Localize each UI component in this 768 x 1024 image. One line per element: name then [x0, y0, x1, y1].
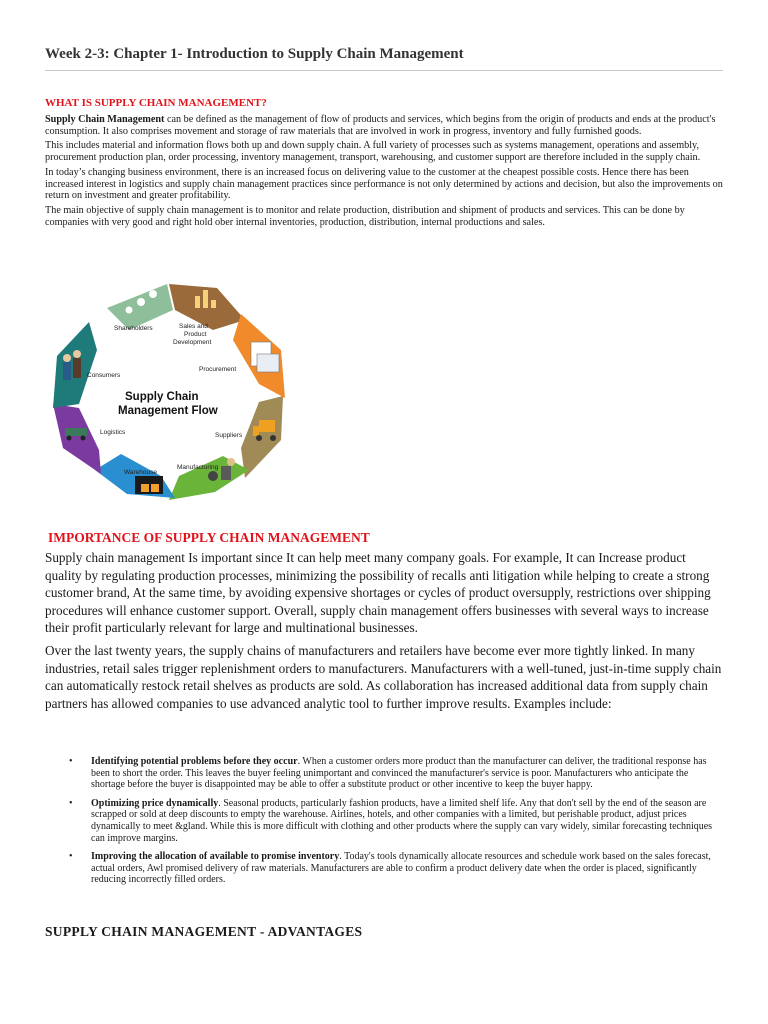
- diagram-center-title-line2: Management Flow: [118, 405, 218, 417]
- list-item-text: . Seasonal products, particularly fashion products, have a limited shelf life. Any that don't sell by the end of the season are scrapped or sold at deep discounts to empty the warehouse. Airlines, hotels, and other companies with a limited, but perishable product, adjust prices dynamically to meet &gland. While this is more difficult with clothing and other products where the supply can vary widely, similar forecasting techniques can improve margins.: [91, 797, 713, 844]
- warehouse-boxes-icon: [135, 476, 163, 494]
- paragraph-objective: The main objective of supply chain management is to monitor and relate production, distribution and shipment of products and services. This can be done by companies with very good and right hold ober internal inventories, production, distribution, internal productions and sales.: [45, 204, 685, 228]
- segment-suppliers: [241, 396, 283, 478]
- label-consumers: Consumers: [87, 372, 121, 379]
- diagram-center-title-line1: Supply Chain: [125, 391, 199, 403]
- supply-chain-flow-diagram: [45, 280, 295, 502]
- paragraph-business-environment: In today’s changing business environment, there is an increased focus on delivering value to the customer at the cheapest possible costs. Hence there has been increased interest in logistics and supply chain management practices since performance is not only determined by actions and decision, but also the improvements on return on investment and greater profitability.: [45, 166, 723, 202]
- list-item-title: Identifying potential problems before they occur: [91, 756, 298, 767]
- term-bold: Supply Chain Management: [45, 114, 165, 125]
- bullet-icon: •: [69, 756, 73, 767]
- segment-shareholders: [107, 284, 173, 330]
- list-item: [45, 798, 723, 844]
- label-sales-line1: Sales and: [179, 323, 208, 330]
- label-sales-line2: Product: [184, 331, 207, 338]
- section-importance-body: [45, 549, 723, 717]
- paragraph-definition: [45, 114, 723, 137]
- diagram-svg: [45, 280, 295, 502]
- segment-logistics: [53, 404, 101, 474]
- list-item-title: Optimizing price dynamically: [91, 797, 219, 809]
- list-item-title: Improving the allocation of available to promise inventory: [91, 851, 340, 863]
- section-heading-importance: IMPORTANCE OF SUPPLY CHAIN MANAGEMENT: [48, 530, 370, 545]
- bullet-icon: •: [69, 797, 73, 809]
- definition-text: can be defined as the management of flow of products and services, which begins from the origin of products and ends at the product's consumption. It also comprises movement and storage of raw materials that are involved in work in progress, inventory and fully furnished goods.: [45, 114, 716, 137]
- label-warehouse: Warehouse: [124, 469, 157, 476]
- section-heading-what-is-scm: WHAT IS SUPPLY CHAIN MANAGEMENT?: [45, 97, 267, 109]
- list-item: [45, 851, 723, 886]
- label-suppliers: Suppliers: [215, 432, 243, 439]
- list-item: [45, 756, 723, 791]
- list-item-text: . Today's tools dynamically allocate resources and schedule work based on the sales forecast, actual orders, Awl promised delivery of raw materials. Manufacturers are able to confirm a product delivery date when the order is placed, significantly reducing incorrectly filled orders.: [91, 851, 711, 886]
- label-shareholders: Shareholders: [114, 325, 153, 332]
- label-sales-line3: Development: [173, 339, 212, 346]
- list-item-text: . When a customer orders more product than the manufacturer can deliver, the traditional response has been to short the order. This leaves the buyer feeling unimportant and convinced the manufacturer's service is poor. Manufacturers who anticipate the shortage before the buyer is disappointed may be able to offer a substitute product or other incentive to keep the buyer happy.: [91, 756, 707, 791]
- label-logistics: Logistics: [100, 429, 126, 436]
- paragraph-flows: This includes material and information flows both up and down supply chain. A full variety of processes such as systems management, operations and assembly, procurement production plan, order processing, inventory management, transport, warehousing, and customer support are therefore included in the supply chain.: [45, 140, 701, 164]
- title-divider: [45, 70, 723, 71]
- label-procurement: Procurement: [199, 366, 237, 373]
- bullet-icon: •: [69, 851, 73, 863]
- label-manufacturing: Manufacturing: [177, 464, 219, 471]
- paragraph-linked-chains: Over the last twenty years, the supply chains of manufacturers and retailers have become ever more tightly linked. In many industries, retail sales trigger replenishment orders to manufacturers. Manufacturers with a well-tuned, just-in-time supply chain can automatically restock retail shelves as products are sold. As collaboration has increased additional data from supply chain partners has allowed companies to use advanced analytic tool to further improve results. Examples include:: [45, 642, 722, 711]
- section-what-is-scm-body: [45, 114, 723, 231]
- page-title: Week 2-3: Chapter 1- Introduction to Supply Chain Management: [45, 46, 464, 62]
- examples-list: [45, 756, 723, 893]
- section-heading-advantages: SUPPLY CHAIN MANAGEMENT - ADVANTAGES: [45, 924, 363, 939]
- paragraph-importance: Supply chain management Is important since It can help meet many company goals. For example, It can Increase product quality by regulating production processes, minimizing the possibility of recalls anti litigation while helping to create a strong customer brand, At the same time, by avoiding expensive shortages or cycles of product oversupply, restrictions over shipping procedures will enhance customer support. Overall, supply chain management offers businesses with several ways to increase their profit particularly relevant for large and multinational businesses.: [45, 550, 711, 636]
